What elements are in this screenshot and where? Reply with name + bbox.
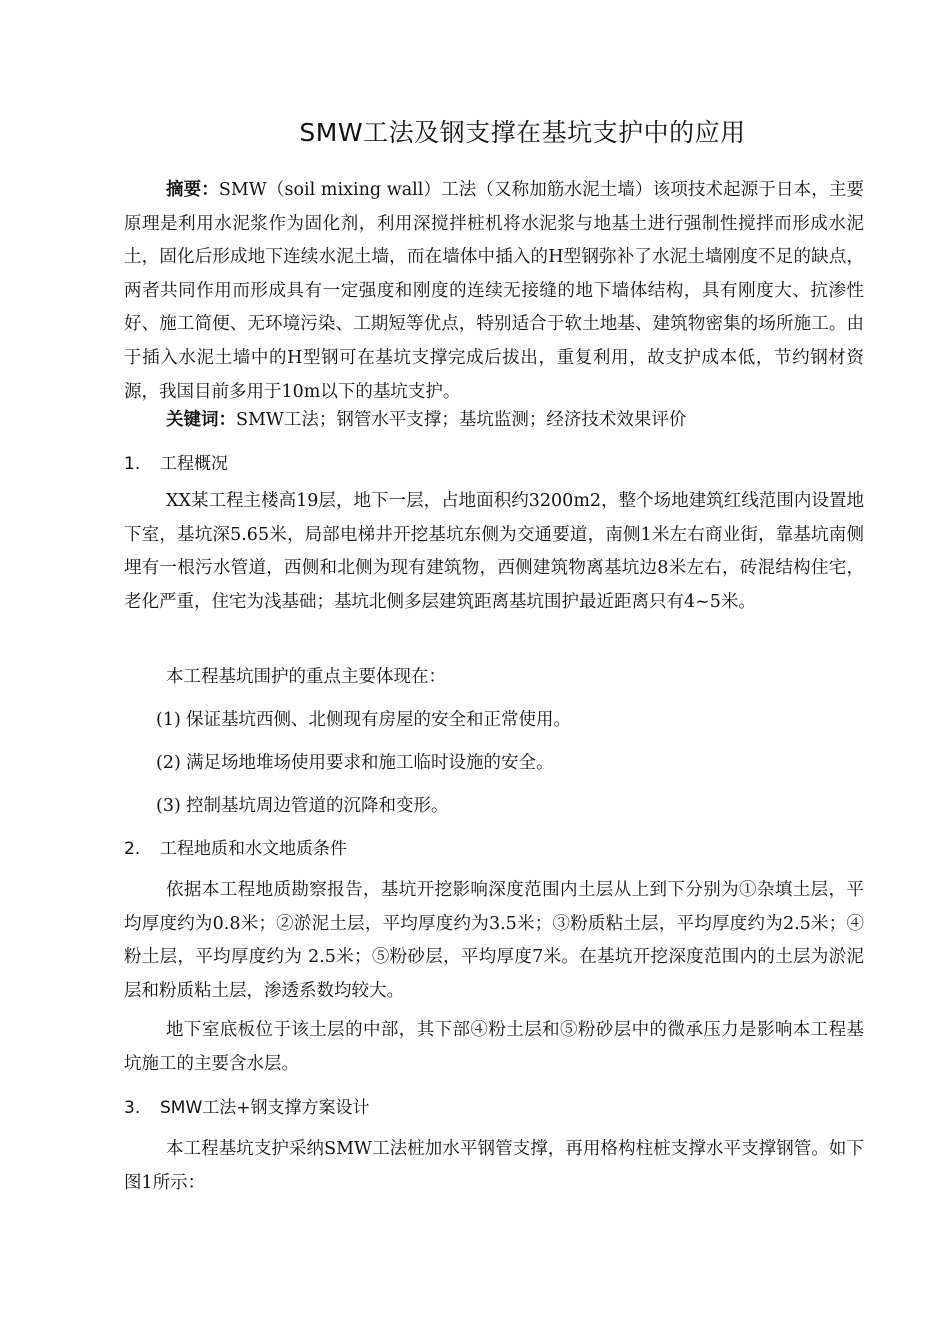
- list-item-3: [156, 793, 449, 819]
- list-item-1-text: 保证基坑西侧、北侧现有房屋的安全和正常使用。: [186, 710, 571, 730]
- section-3-number: 3.: [124, 1098, 141, 1118]
- section-1-title: 工程概况: [160, 454, 228, 474]
- section-2-heading: [124, 836, 347, 862]
- section-1-number: 1.: [124, 454, 141, 474]
- keywords-label: 关键词：: [166, 410, 236, 430]
- abstract-text: SMW（soil mixing wall）工法（又称加筋水泥土墙）该项技术起源于日本，主要原理是利用水泥浆作为固化剂，利用深搅拌桩机将水泥浆与地基土进行强制性搅拌而形成水泥土，固化后形成地下连续水泥土墙，而在墙体中插入的H型钢弥补了水泥土墙刚度不足的缺点，两者共同作用而形成具有一定强度和刚度的连续无接缝的地下墙体结构，具有刚度大、抗渗性好、施工简便、无环境污染、工期短等优点，特别适合于软土地基、建筑物密集的场所施工。由于插入水泥土墙中的H型钢可在基坑支撑完成后拔出，重复利用，故支护成本低，节约钢材资源，我国目前多用于10m以下的基坑支护。: [124, 180, 865, 402]
- section-1-paragraph-1: XX某工程主楼高19层，地下一层，占地面积约3200m2，整个场地建筑红线范围内设置地下室，基坑深5.65米，局部电梯井开挖基坑东侧为交通要道，南侧1米左右商业街，靠基坑南侧埋有一根污水管道，西侧和北侧为现有建筑物，西侧建筑物离基坑边8米左右，砖混结构住宅，老化严重，住宅为浅基础；基坑北侧多层建筑距离基坑围护最近距离只有4~5米。: [124, 491, 864, 612]
- section-2-title: 工程地质和水文地质条件: [160, 839, 347, 859]
- list-item-3-mark: (3): [156, 796, 181, 816]
- section-3-heading: [124, 1095, 370, 1121]
- keywords-text: SMW工法；钢管水平支撑；基坑监测；经济技术效果评价: [236, 410, 687, 430]
- section-2-paragraph-1: 依据本工程地质勘察报告，基坑开挖影响深度范围内土层从上到下分别为①杂填土层，平均厚度约为0.8米；②淤泥土层，平均厚度约为3.5米；③粉质粘土层，平均厚度约为2.5米；④粉土层，平均厚度约为 2.5米；⑤粉砂层，平均厚度7米。在基坑开挖深度范围内的土层为淤泥层和粉质粘土层，渗透系数均较大。: [124, 880, 864, 1001]
- list-item-2-mark: (2): [156, 753, 181, 773]
- section-3-paragraph-1: 本工程基坑支护采纳SMW工法桩加水平钢管支撑，再用格构柱桩支撑水平支撑钢管。如下图1所示：: [124, 1139, 864, 1193]
- list-item-1: [156, 707, 571, 733]
- section-2-paragraph-2: 地下室底板位于该土层的中部，其下部④粉土层和⑤粉砂层中的微承压力是影响本工程基坑施工的主要含水层。: [124, 1020, 864, 1074]
- list-item-3-text: 控制基坑周边管道的沉降和变形。: [186, 796, 449, 816]
- section-2-number: 2.: [124, 839, 141, 859]
- abstract-paragraph: [124, 174, 864, 409]
- abstract-label: 摘要：: [166, 180, 219, 200]
- section-3-title: SMW工法+钢支撑方案设计: [160, 1098, 370, 1118]
- list-item-2: [156, 750, 554, 776]
- list-item-1-mark: (1): [156, 710, 181, 730]
- document-title: SMW工法及钢支撑在基坑支护中的应用: [299, 118, 746, 147]
- keywords-paragraph: [124, 404, 864, 438]
- section-1-heading: [124, 451, 228, 477]
- section-1-paragraph-2: 本工程基坑围护的重点主要体现在：: [166, 667, 446, 687]
- list-item-2-text: 满足场地堆场使用要求和施工临时设施的安全。: [186, 753, 554, 773]
